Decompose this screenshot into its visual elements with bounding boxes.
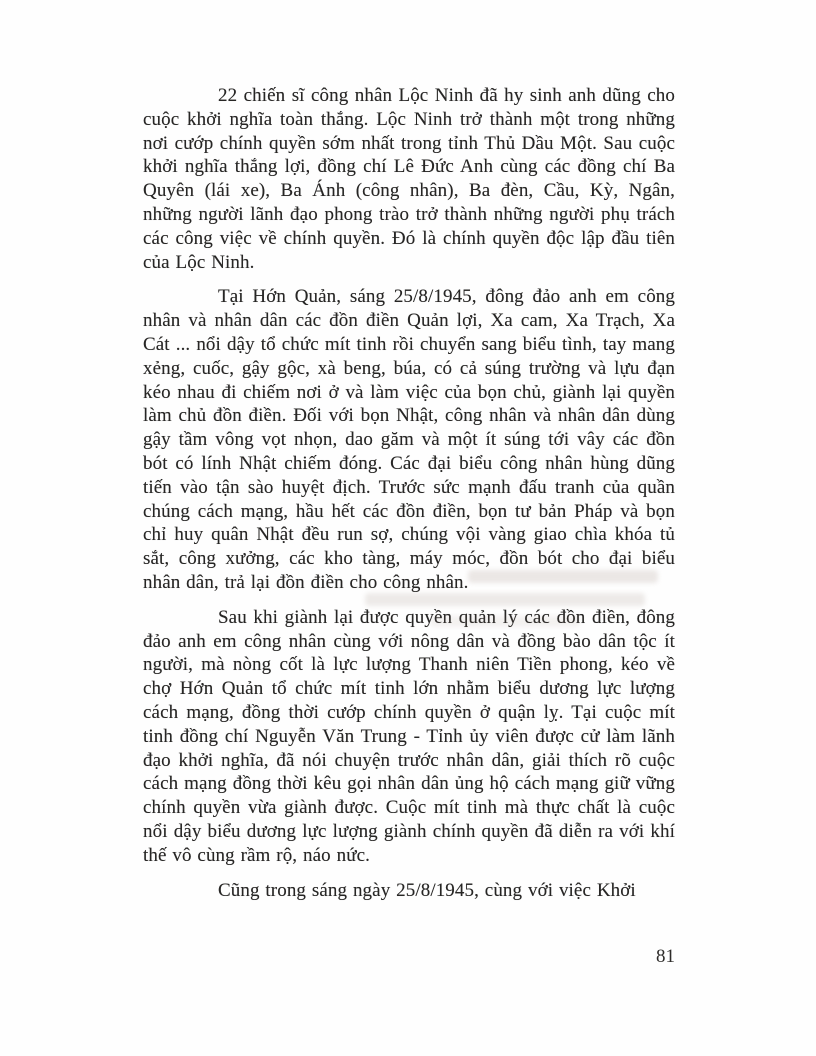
paragraph: Tại Hớn Quản, sáng 25/8/1945, đông đảo anh em công nhân và nhân dân các đồn điền Quản lợi, Xa cam, Xa Trạch, Xa Cát ... nổi dậy tổ chức mít tinh rồi chuyển sang biểu tình, tay mang xẻng, cuốc, gậy gộc, xà beng, búa, có cả súng trường và lựu đạn kéo nhau đi chiếm nơi ở và làm việc của bọn chủ, giành lại quyền làm chủ đồn điền. Đối với bọn Nhật, công nhân và nhân dân dùng gậy tầm vông vọt nhọn, dao găm và một ít súng tới vây các đồn bót có lính Nhật chiếm đóng. Các đại biểu công nhân hùng dũng tiến vào tận sào huyệt địch. Trước sức mạnh đấu tranh của quần chúng cách mạng, hầu hết các đồn điền, bọn tư bản Pháp và bọn chỉ huy quân Nhật đều run sợ, chúng vội vàng giao chìa khóa tủ sắt, công xưởng, các kho tàng, máy móc, đồn bót cho đại biểu nhân dân, trả lại đồn điền cho công nhân. <box>143 286 675 593</box>
paragraph: Sau khi giành lại được quyền quản lý các đồn điền, đông đảo anh em công nhân cùng với nông dân và đồng bào dân tộc ít người, mà nòng cốt là lực lượng Thanh niên Tiền phong, kéo về chợ Hớn Quản tổ chức mít tinh lớn nhằm biểu dương lực lượng cách mạng, đồng thời cướp chính quyền ở quận lỵ. Tại cuộc mít tinh đồng chí Nguyễn Văn Trung - Tỉnh ủy viên được cử làm lãnh đạo khởi nghĩa, đã nói chuyện trước nhân dân, giải thích rõ cuộc cách mạng đồng thời kêu gọi nhân dân ủng hộ cách mạng giữ vững chính quyền vừa giành được. Cuộc mít tinh mà thực chất là cuộc nổi dậy biểu dương lực lượng giành chính quyền đã diễn ra với khí thế vô cùng rầm rộ, náo nức. <box>143 606 675 866</box>
paragraph: 22 chiến sĩ công nhân Lộc Ninh đã hy sinh anh dũng cho cuộc khởi nghĩa toàn thắng. Lộc Ninh trở thành một trong những nơi cướp chính quyền sớm nhất trong tỉnh Thủ Dầu Một. Sau cuộc khởi nghĩa thắng lợi, đồng chí Lê Đức Anh cùng các đồng chí Ba Quyên (lái xe), Ba Ánh (công nhân), Ba đèn, Cầu, Kỳ, Ngân, những người lãnh đạo phong trào trở thành những người phụ trách các công việc về chính quyền. Đó là chính quyền độc lập đầu tiên của Lộc Ninh. <box>143 85 675 273</box>
paragraph: Cũng trong sáng ngày 25/8/1945, cùng với việc Khởi <box>218 879 636 901</box>
page-text-block <box>143 84 675 913</box>
page-number: 81 <box>656 946 675 967</box>
